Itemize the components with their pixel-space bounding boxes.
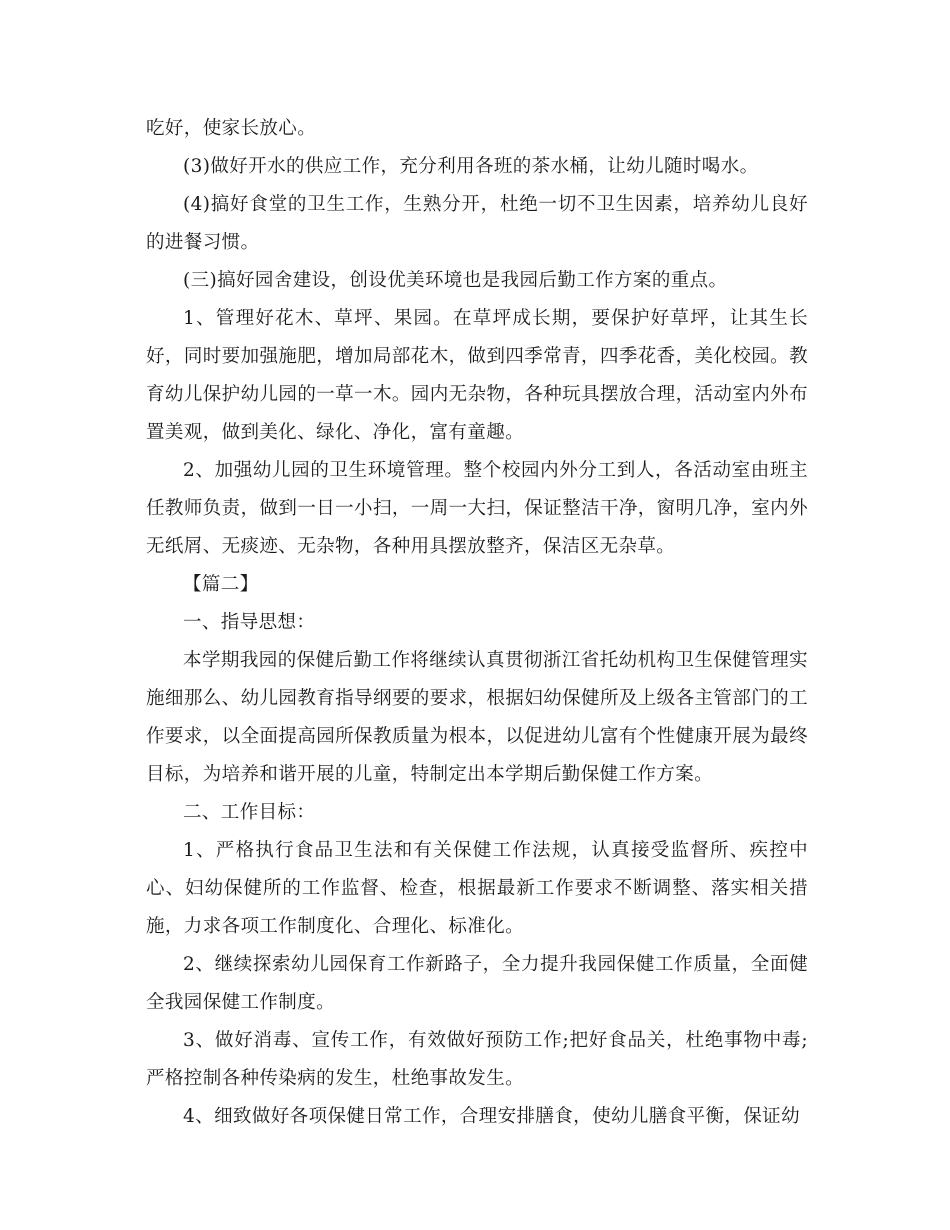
section-heading: (三)搞好园舍建设，创设优美环境也是我园后勤工作方案的重点。 — [183, 270, 728, 291]
paragraph: (4)搞好食堂的卫生工作，生熟分开，杜绝一切不卫生因素，培养幼儿良好的进餐习惯。 — [146, 194, 808, 253]
document-body — [146, 110, 808, 1136]
paragraph: 2、加强幼儿园的卫生环境管理。整个校园内外分工到人，各活动室由班主任教师负责，做到一日一小扫，一周一大扫，保证整洁干净，窗明几净，室内外无纸屑、无痰迹、无杂物，各种用具摆放整齐，保洁区无杂草。 — [146, 460, 808, 557]
paragraph: 2、继续探索幼儿园保育工作新路子，全力提升我园保健工作质量，全面健全我园保健工作制度。 — [146, 954, 808, 1013]
paragraph: 本学期我园的保健后勤工作将继续认真贯彻浙江省托幼机构卫生保健管理实施细那么、幼儿园教育指导纲要的要求，根据妇幼保健所及上级各主管部门的工作要求，以全面提高园所保教质量为根本，以促进幼儿富有个性健康开展为最终目标，为培养和谐开展的儿童，特制定出本学期后勤保健工作方案。 — [146, 650, 808, 785]
paragraph: 4、细致做好各项保健日常工作，合理安排膳食，使幼儿膳食平衡，保证幼 — [183, 1106, 800, 1127]
paragraph: 3、做好消毒、宣传工作，有效做好预防工作;把好食品关，杜绝事物中毒;严格控制各种传染病的发生，杜绝事故发生。 — [146, 1030, 808, 1089]
paragraph: 1、管理好花木、草坪、果园。在草坪成长期，要保护好草坪，让其生长好，同时要加强施肥，增加局部花木，做到四季常青，四季花香，美化校园。教育幼儿保护幼儿园的一草一木。园内无杂物，各种玩具摆放合理，活动室内外布置美观，做到美化、绿化、净化，富有童趣。 — [146, 308, 808, 443]
paragraph: 1、严格执行食品卫生法和有关保健工作法规，认真接受监督所、疾控中心、妇幼保健所的工作监督、检查，根据最新工作要求不断调整、落实相关措施，力求各项工作制度化、合理化、标准化。 — [146, 840, 808, 937]
section-heading: 一、指导思想： — [183, 612, 316, 633]
paragraph: (3)做好开水的供应工作，充分利用各班的茶水桶，让幼儿随时喝水。 — [183, 156, 759, 177]
section-heading: 二、工作目标： — [183, 802, 316, 823]
part-heading: 【篇二】 — [183, 574, 259, 595]
paragraph: 吃好，使家长放心。 — [146, 118, 317, 139]
